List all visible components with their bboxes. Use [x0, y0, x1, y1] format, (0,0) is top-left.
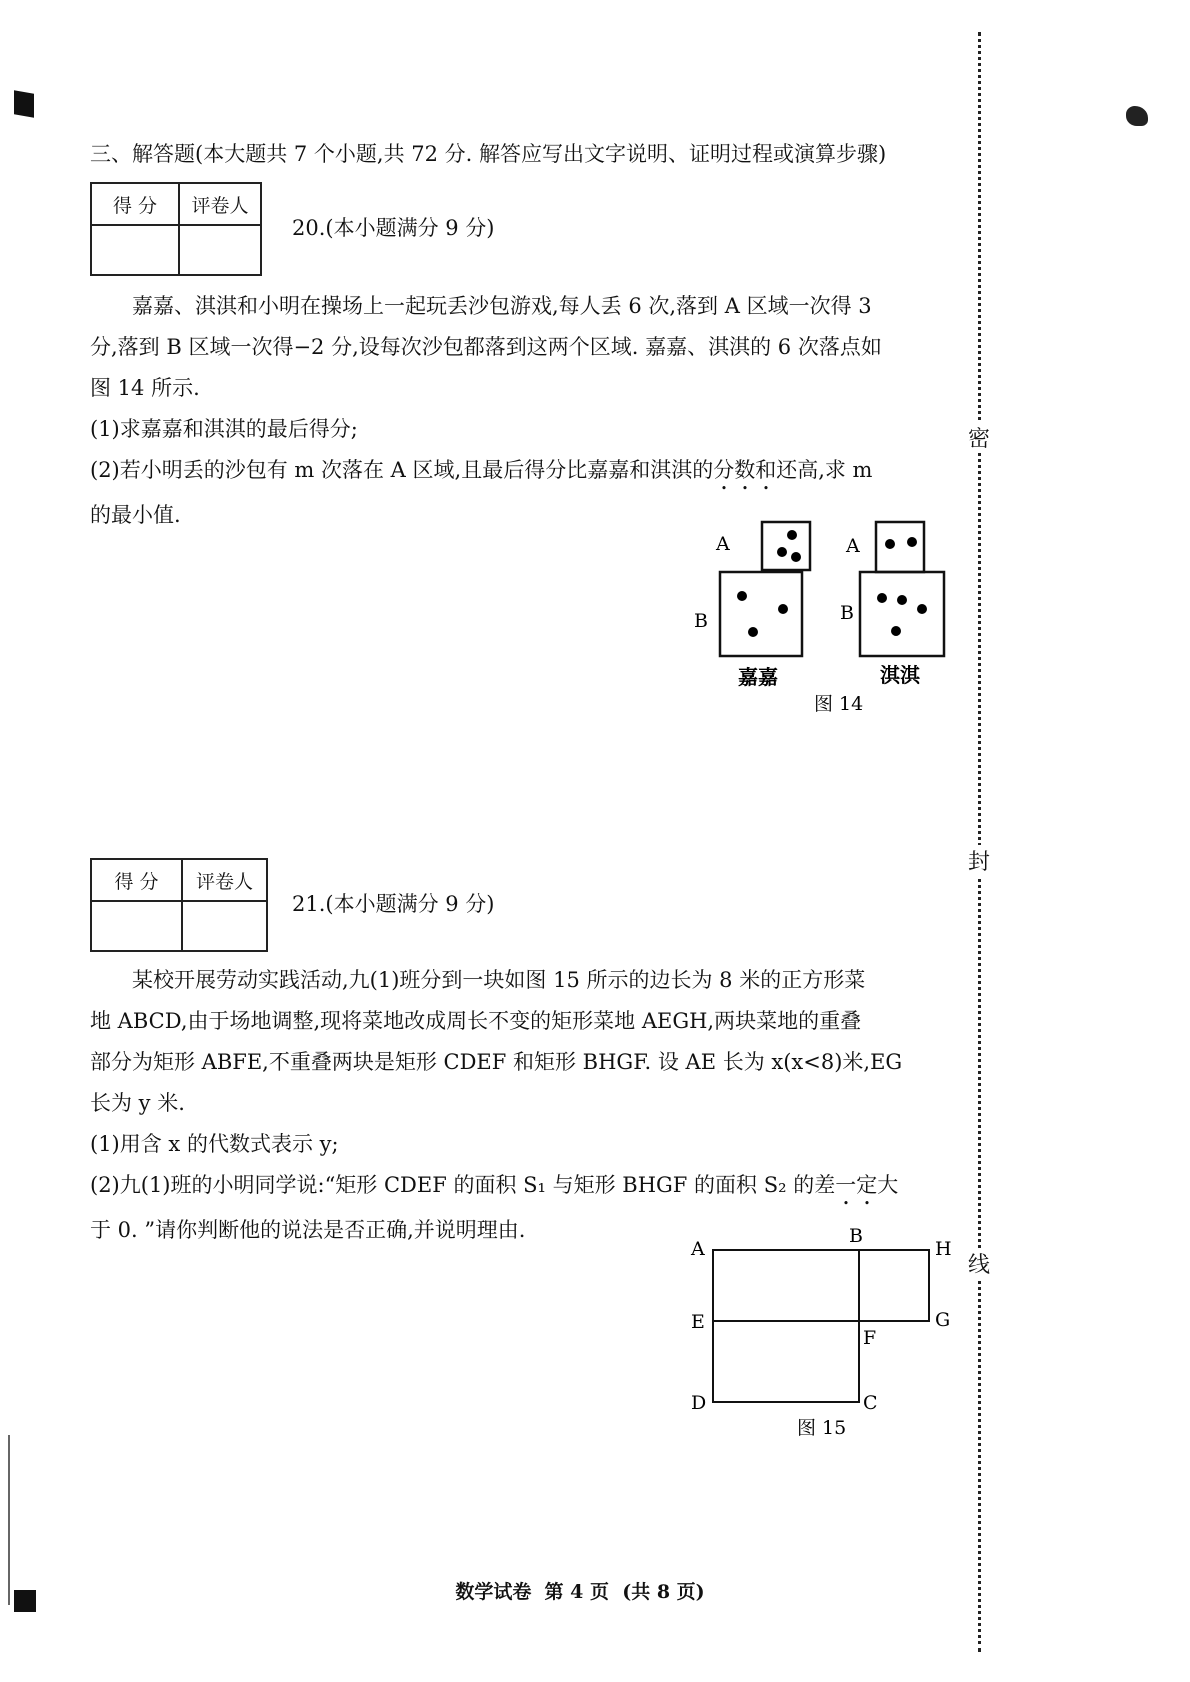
q20-part2	[90, 450, 956, 495]
q20-body	[90, 286, 956, 536]
qiqi-b-dot	[917, 604, 927, 614]
point-label-f: F	[863, 1327, 877, 1349]
rectangle-bhg-outline	[859, 1250, 929, 1321]
point-label-d: D	[691, 1392, 707, 1414]
point-label-c: C	[863, 1392, 878, 1414]
binding-char-feng: 封	[964, 845, 994, 876]
q21-part2-emphasis: 一定	[835, 1173, 878, 1197]
qiqi-a-dot	[885, 539, 895, 549]
q21-title: 21.(本小题满分 9 分)	[292, 892, 495, 916]
figure-15	[685, 1225, 960, 1440]
qiqi-b-dot	[877, 593, 887, 603]
qiqi-a-dots	[885, 537, 917, 549]
qiqi-b-dot	[891, 626, 901, 636]
score-header: 得 分	[91, 859, 182, 901]
jiajia-b-dot	[748, 627, 758, 637]
q21-body	[90, 960, 956, 1251]
point-label-a: A	[691, 1238, 705, 1260]
square-abcd-outline	[713, 1250, 859, 1402]
point-label-e: E	[691, 1311, 705, 1333]
q20-part2-line2: 的最小值.	[90, 503, 181, 527]
q21-intro-line4: 长为 y 米.	[90, 1091, 185, 1115]
binding-char-xian: 线	[964, 1248, 994, 1279]
figure-15-caption: 图 15	[797, 1417, 847, 1439]
page-footer: 数学试卷 第 4 页 (共 8 页)	[455, 1581, 705, 1603]
jiajia-b-dot	[737, 591, 747, 601]
grader-header: 评卷人	[182, 859, 267, 901]
scan-edge-line	[8, 1435, 10, 1605]
jiajia-a-dot	[787, 530, 797, 540]
q20-intro-line1: 嘉嘉、淇淇和小明在操场上一起玩丢沙包游戏,每人丢 6 次,落到 A 区域一次得 3	[132, 294, 872, 318]
jiajia-b-dots	[737, 591, 788, 637]
q20-title: 20.(本小题满分 9 分)	[292, 216, 495, 240]
jiajia-a-dot	[791, 552, 801, 562]
q21-part1: (1)用含 x 的代数式表示 y;	[90, 1132, 339, 1156]
point-label-h: H	[935, 1238, 952, 1260]
jiajia-label-a: A	[716, 533, 730, 555]
q21-part2-line2: 于 0. ”请你判断他的说法是否正确,并说明理由.	[90, 1218, 526, 1242]
score-table-q21	[90, 858, 268, 952]
grader-cell[interactable]	[182, 901, 267, 951]
jiajia-region-b	[720, 572, 802, 656]
jiajia-name: 嘉嘉	[738, 665, 778, 689]
qiqi-label-a: A	[846, 535, 860, 557]
q20-part2-a: (2)若小明丢的沙包有 m 次落在 A 区域,且最后得分比嘉嘉和淇淇的	[90, 458, 714, 482]
q21-intro-line2: 地 ABCD,由于场地调整,现将菜地改成周长不变的矩形菜地 AEGH,两块菜地的重叠	[90, 1009, 862, 1033]
q20-part1: (1)求嘉嘉和淇淇的最后得分;	[90, 417, 358, 441]
point-label-b: B	[849, 1225, 863, 1247]
figure-14	[690, 512, 960, 722]
q21-intro-line3: 部分为矩形 ABFE,不重叠两块是矩形 CDEF 和矩形 BHGF. 设 AE 长为 x(x<8)米,EG	[90, 1050, 903, 1074]
jiajia-region-a	[762, 522, 810, 570]
score-table-q20	[90, 182, 262, 276]
point-label-g: G	[935, 1309, 951, 1331]
score-cell[interactable]	[91, 225, 179, 275]
qiqi-b-dot	[897, 595, 907, 605]
binding-dotted-line	[978, 32, 981, 1652]
binding-char-mi: 密	[964, 422, 994, 453]
jiajia-label-b: B	[694, 610, 708, 632]
q20-intro-line2: 分,落到 B 区域一次得−2 分,设每次沙包都落到这两个区域. 嘉嘉、淇淇的 6 次落点如	[90, 335, 882, 359]
qiqi-region-b	[860, 572, 944, 656]
qiqi-a-dot	[907, 537, 917, 547]
q20-part2-emphasis: 分数和	[713, 458, 777, 482]
grader-cell[interactable]	[179, 225, 261, 275]
section-heading: 三、解答题(本大题共 7 个小题,共 72 分. 解答应写出文字说明、证明过程或演算步骤)	[90, 142, 887, 166]
registration-mark-top	[14, 90, 34, 118]
qiqi-label-b: B	[840, 602, 854, 624]
corner-smudge	[1126, 106, 1148, 126]
q20-part2-b: 还高,求 m	[776, 458, 873, 482]
score-cell[interactable]	[91, 901, 182, 951]
jiajia-a-dot	[777, 547, 787, 557]
qiqi-b-dots	[877, 593, 927, 636]
q21-part2-b: 大	[877, 1173, 899, 1197]
q20-intro-line3: 图 14 所示.	[90, 376, 200, 400]
q21-part2-a: (2)九(1)班的小明同学说:“矩形 CDEF 的面积 S₁ 与矩形 BHGF 的面积 S₂ 的差	[90, 1173, 836, 1197]
q21-intro-line1: 某校开展劳动实践活动,九(1)班分到一块如图 15 所示的边长为 8 米的正方形菜	[132, 968, 866, 992]
q21-part2	[90, 1165, 956, 1210]
grader-header: 评卷人	[179, 183, 261, 225]
score-header: 得 分	[91, 183, 179, 225]
jiajia-b-dot	[778, 604, 788, 614]
jiajia-a-dots	[777, 530, 801, 562]
qiqi-name: 淇淇	[880, 663, 920, 687]
figure-14-caption: 图 14	[814, 693, 864, 715]
qiqi-region-a	[876, 522, 924, 572]
